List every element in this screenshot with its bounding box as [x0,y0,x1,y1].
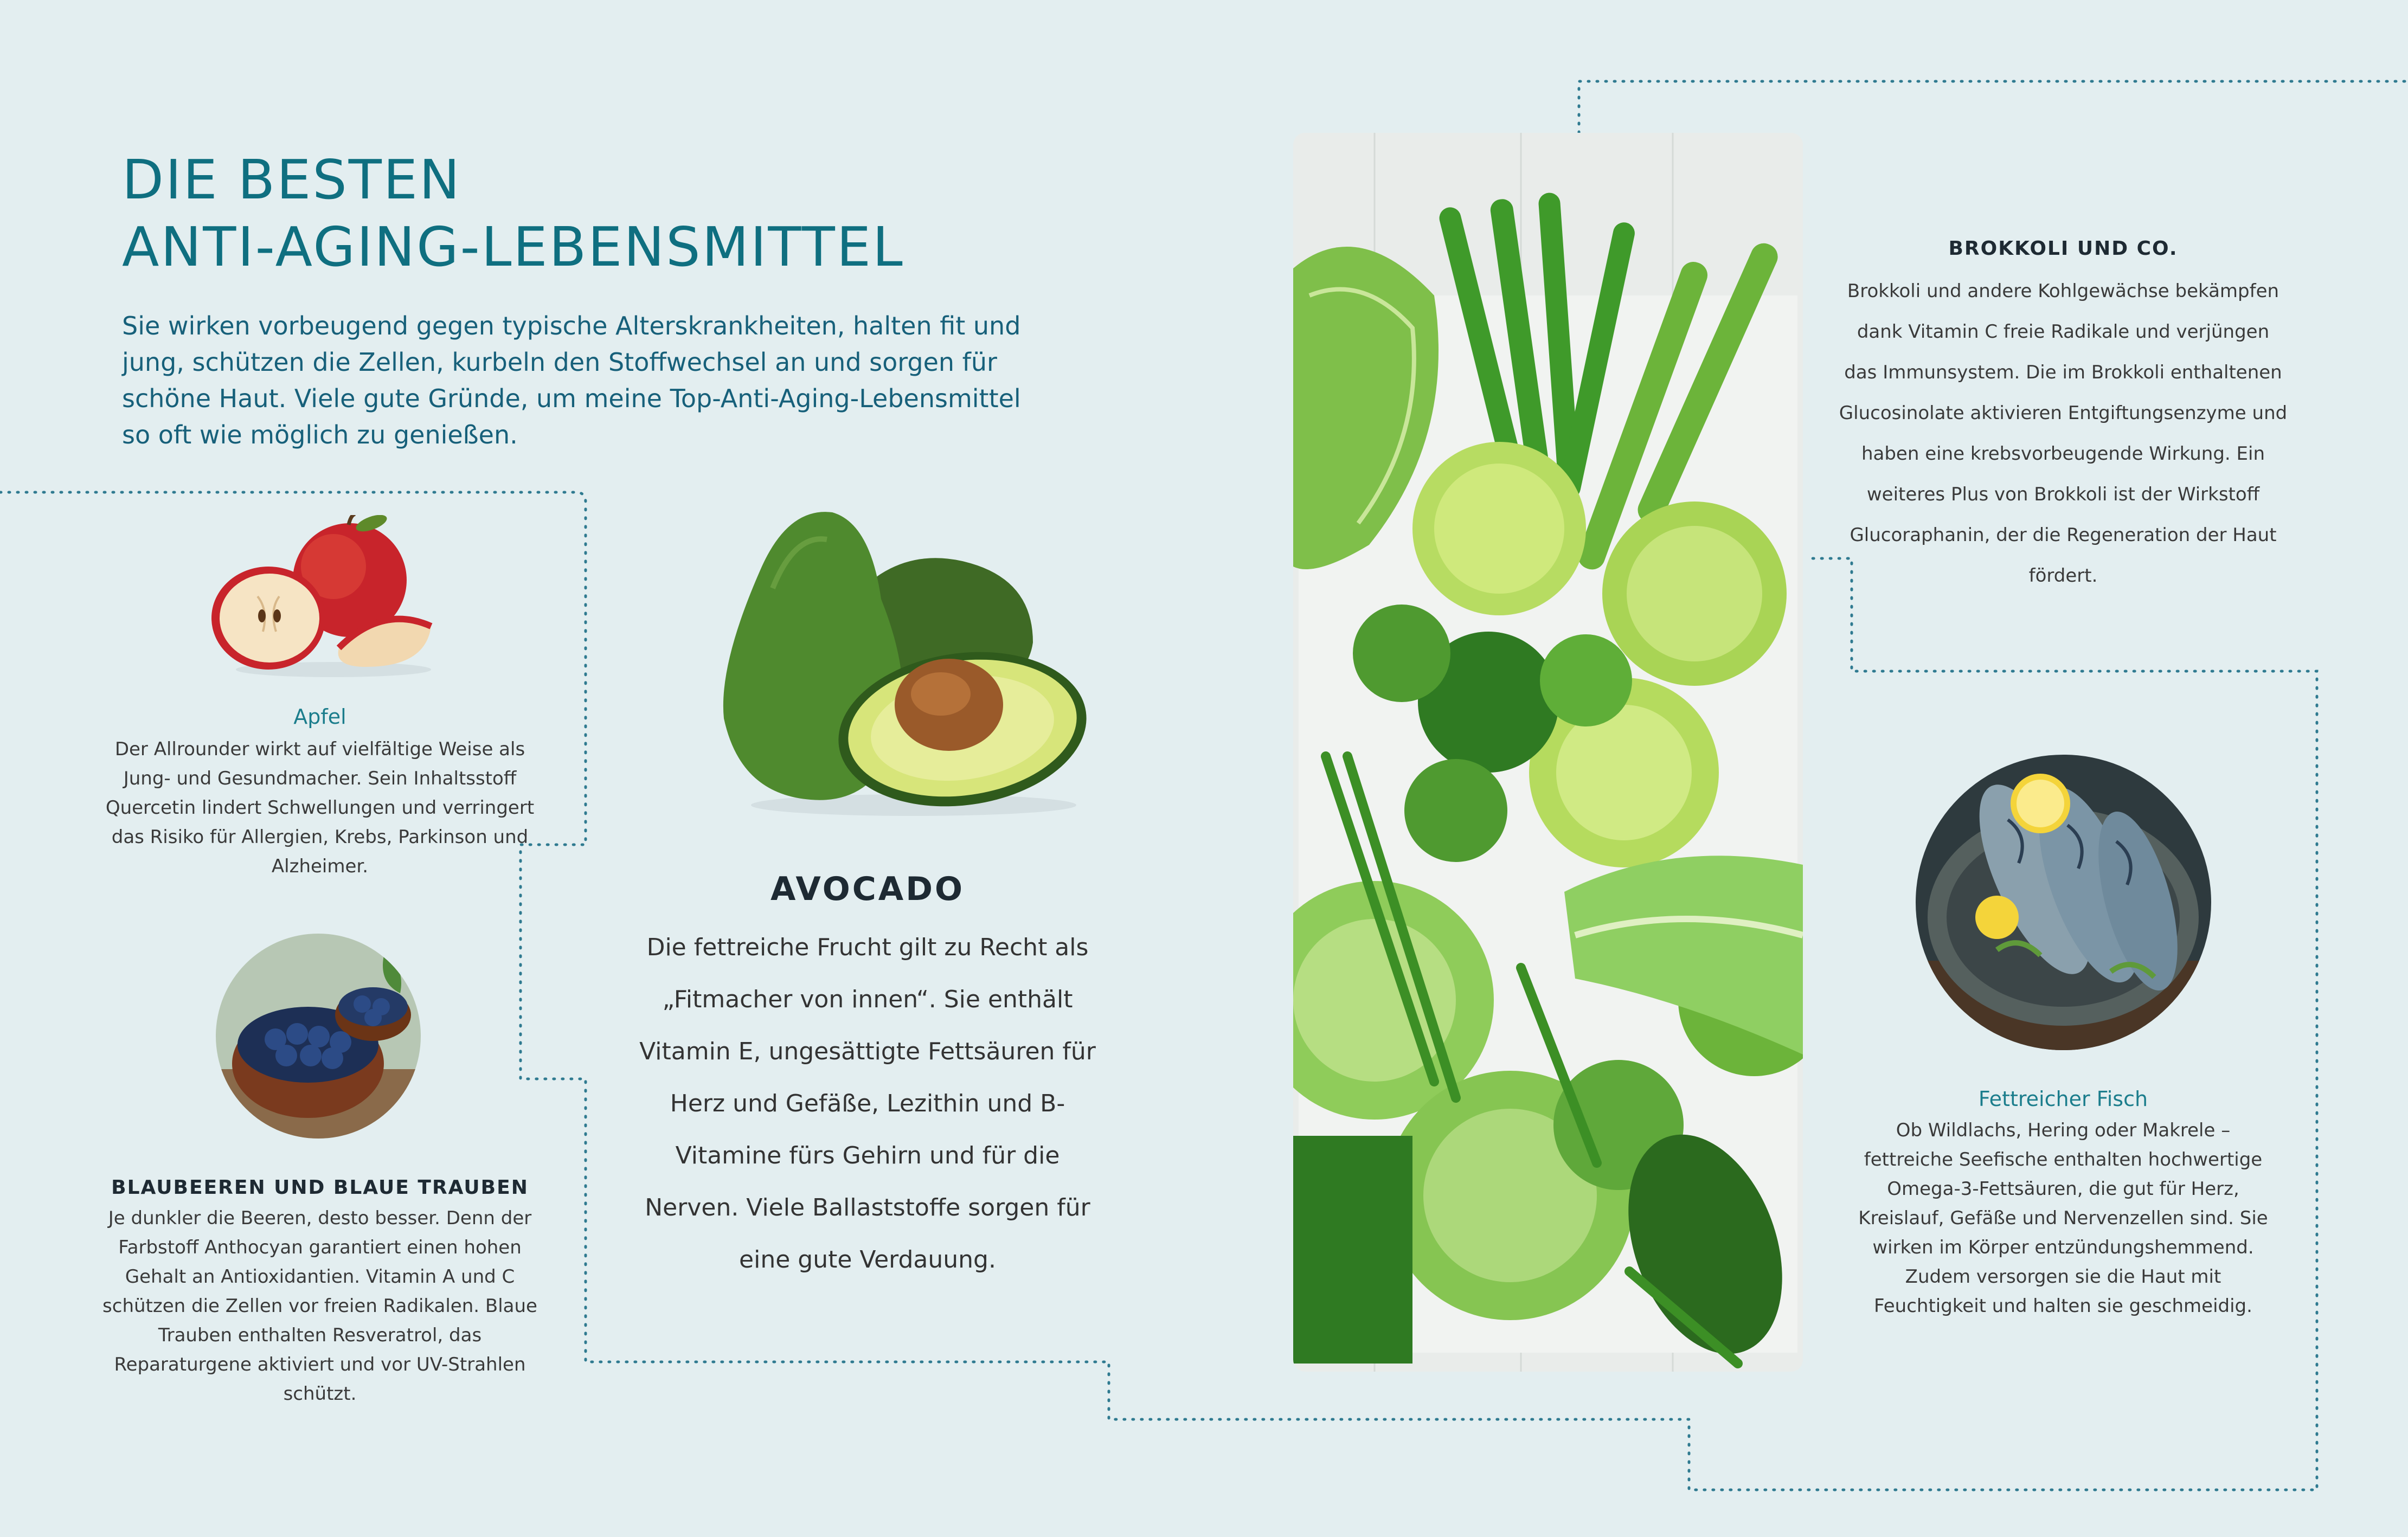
green-vegetables-image [1293,133,1803,1372]
blaubeeren-text: Je dunkler die Beeren, desto besser. Denn der Farbstoff Anthocyan garantiert einen hohen Gehalt an Antioxidantien. Vitamin A und C schützen die Zellen vor freien Radikalen. Blaue Trauben enthalten Resveratrol, das Reparaturgene aktiviert und vor UV-Strahlen schützt. [102,1207,537,1405]
brokkoli-title: BROKKOLI UND CO. [1948,237,2178,260]
title-line-2: ANTI-AGING-LEBENSMITTEL [122,215,904,279]
avocado-text: Die fettreiche Frucht gilt zu Recht als „Fitmacher von innen“. Sie enthält Vitamin E, ungesättigte Fettsäuren für Herz und Gefäße, Lezithin und B-Vitamine fürs Gehirn und für die Nerven. Viele Ballaststoffe sorgen für eine gute Verdauung. [639,934,1096,1274]
intro-text: Sie wirken vorbeugend gegen typische Alterskrankheiten, halten fit und jung, schützen die Zellen, kurbeln den Stoffwechsel an und sorgen für schöne Haut. Viele gute Gründe, um meine Top-Anti-Aging-Lebensmittel so oft wie möglich zu genießen. [122,311,1021,449]
title-line-1: DIE BESTEN [122,148,461,211]
blueberries-image [216,934,421,1139]
avocado-image [708,501,1087,821]
page-title [122,146,1044,281]
apfel-title: Apfel [293,705,346,729]
fish-image [1916,755,2211,1050]
fisch-title: Fettreicher Fisch [1978,1087,2148,1111]
avocado-title: AVOCADO [770,870,965,908]
brokkoli-text: Brokkoli und andere Kohlgewächse bekämpfen dank Vitamin C freie Radikale und verjüngen das Immunsystem. Die im Brokkoli enthaltenen Glucosinolate aktivieren Entgiftungsenzyme und haben eine krebsvorbeugende Wirkung. Ein weiteres Plus von Brokkoli ist der Wirkstoff Glucoraphanin, der die Regeneration der Haut fördert. [1839,280,2288,587]
apfel-text: Der Allrounder wirkt auf vielfältige Weise als Jung- und Gesundmacher. Sein Inhaltsstoff Quercetin lindert Schwellungen und verringert das Risiko für Allergien, Krebs, Parkinson und Alzheimer. [105,738,535,877]
fisch-text: Ob Wildlachs, Hering oder Makrele – fettreiche Seefische enthalten hochwertige Omega-3-Fettsäuren, die gut für Herz, Kreislauf, Gefäße und Nervenzellen sind. Sie wirken im Körper entzündungshemmend. Zudem versorgen sie die Haut mit Feuchtigkeit und halten sie geschmeidig. [1858,1120,2268,1317]
apple-image [203,515,442,689]
blaubeeren-title: BLAUBEEREN UND BLAUE TRAUBEN [111,1176,529,1199]
